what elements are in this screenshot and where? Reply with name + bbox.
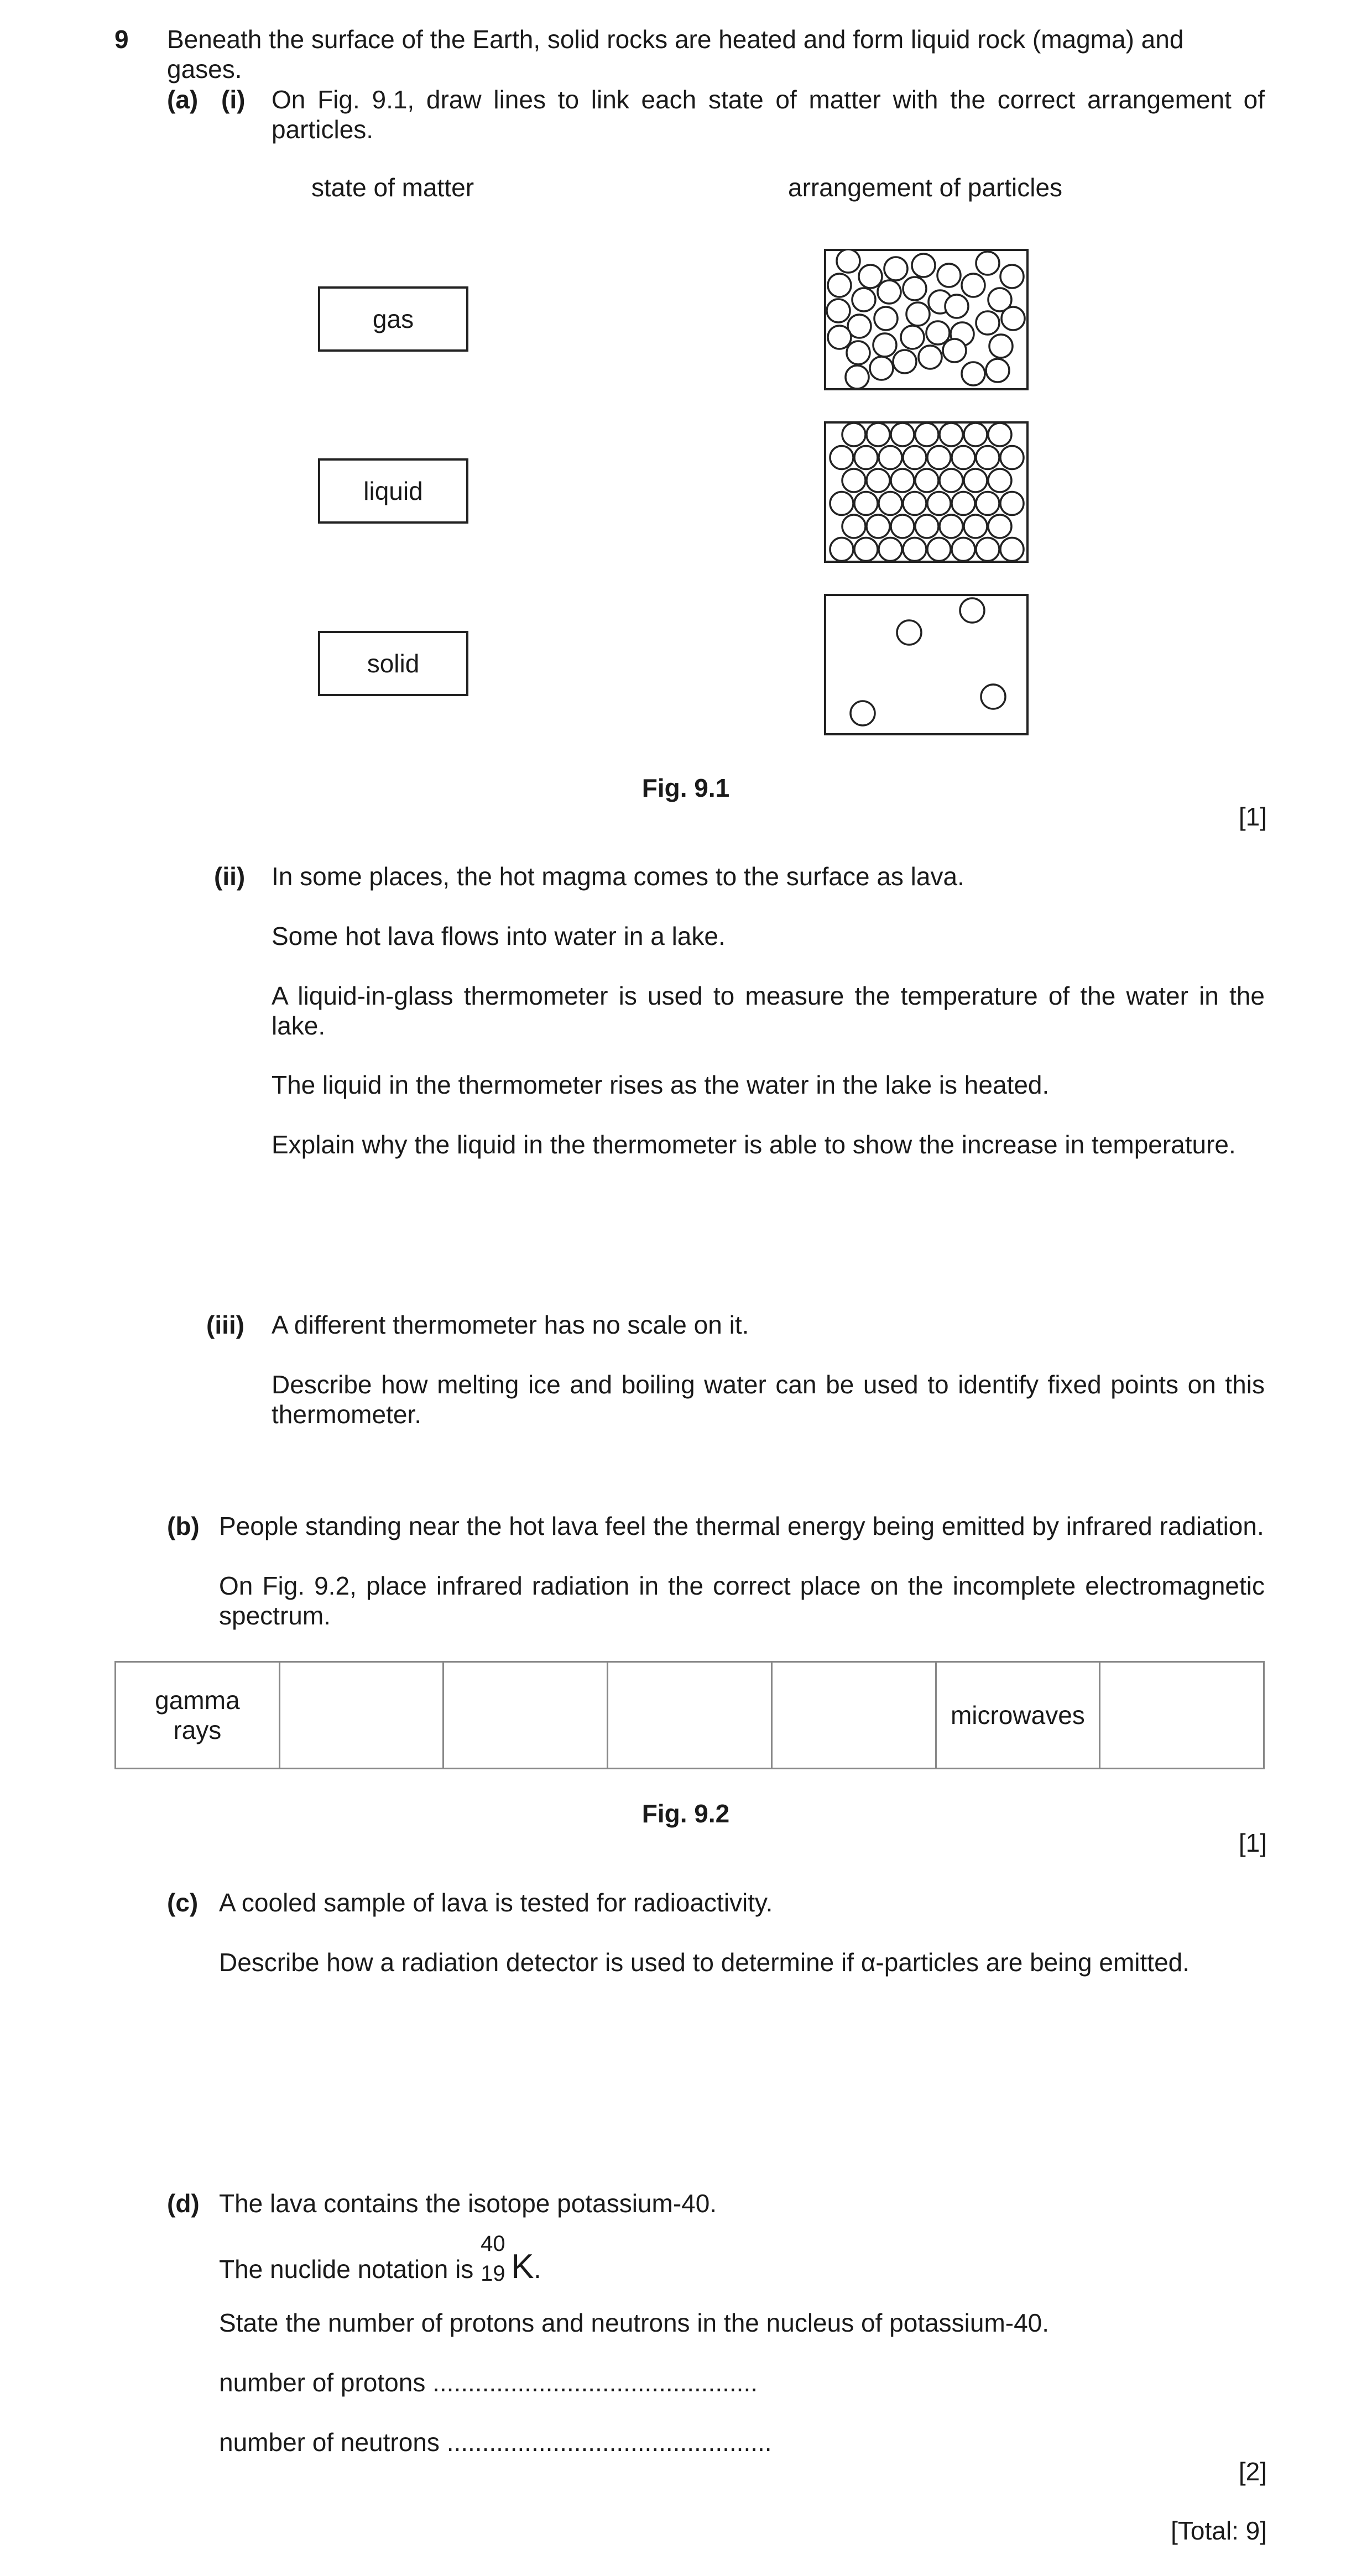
spectrum-label-microwaves: microwaves bbox=[950, 1701, 1085, 1729]
column-heading-state: state of matter bbox=[311, 173, 474, 202]
neutrons-answer-dots[interactable]: .............................................. bbox=[446, 2428, 772, 2457]
neutrons-label: number of neutrons bbox=[219, 2428, 440, 2457]
spectrum-label-gamma: gamma rays bbox=[155, 1686, 240, 1744]
part-d-line-1: The lava contains the isotope potassium-40. bbox=[219, 2189, 717, 2218]
state-box-solid bbox=[318, 631, 468, 696]
marks-b: [1] bbox=[1238, 1828, 1267, 1857]
part-d-line-3: State the number of protons and neutrons in the nucleus of potassium-40. bbox=[219, 2308, 1050, 2337]
part-a-iii-line-1: A different thermometer has no scale on it. bbox=[272, 1310, 749, 1339]
spectrum-cell-blank-3[interactable] bbox=[608, 1662, 772, 1769]
em-spectrum-table bbox=[114, 1661, 1265, 1769]
protons-label: number of protons bbox=[219, 2368, 426, 2397]
part-a-ii-line-1: In some places, the hot magma comes to the surface as lava. bbox=[272, 862, 964, 891]
spectrum-cell-microwaves bbox=[936, 1662, 1100, 1769]
protons-answer-dots[interactable]: .............................................. bbox=[432, 2368, 758, 2397]
spectrum-cell-gamma bbox=[116, 1662, 280, 1769]
part-d-label: (d) bbox=[167, 2189, 200, 2218]
state-label-solid: solid bbox=[367, 649, 420, 678]
figure-9-2-caption: Fig. 9.2 bbox=[641, 1799, 730, 1828]
part-a-ii-label: (ii) bbox=[214, 862, 246, 891]
part-b-line-1: People standing near the hot lava feel the thermal energy being emitted by infrared radiation. bbox=[219, 1512, 1264, 1540]
part-a-ii-line-3: A liquid-in-glass thermometer is used to measure the temperature of the water in the lake. bbox=[272, 981, 1265, 1040]
state-box-liquid bbox=[318, 458, 468, 524]
spectrum-cell-blank-2[interactable] bbox=[444, 1662, 608, 1769]
part-d-nuclide-line bbox=[219, 2232, 1265, 2286]
marks-a-i: [1] bbox=[1238, 802, 1267, 831]
neutrons-answer-line[interactable] bbox=[219, 2427, 772, 2457]
total-marks: [Total: 9] bbox=[1171, 2516, 1267, 2545]
part-a-ii-line-2: Some hot lava flows into water in a lake. bbox=[272, 922, 726, 950]
part-a-iii-line-2: Describe how melting ice and boiling water can be used to identify fixed points on this thermometer. bbox=[272, 1370, 1265, 1429]
figure-9-1-caption: Fig. 9.1 bbox=[641, 774, 730, 802]
state-label-liquid: liquid bbox=[363, 477, 423, 505]
nuclide-atomic-number: 19 bbox=[481, 2261, 505, 2286]
part-a-label: (a) bbox=[167, 85, 199, 114]
part-b-label: (b) bbox=[167, 1512, 200, 1540]
part-c-line-1: A cooled sample of lava is tested for radioactivity. bbox=[219, 1888, 773, 1917]
particles-liquid-arrangement bbox=[824, 249, 1029, 390]
part-c-line-2: Describe how a radiation detector is used to determine if α-particles are being emitted. bbox=[219, 1948, 1190, 1977]
nuclide-mass-number: 40 bbox=[481, 2232, 505, 2256]
question-intro: Beneath the surface of the Earth, solid rocks are heated and form liquid rock (magma) and gases. bbox=[167, 25, 1184, 83]
nuclide-prefix: The nuclide notation is bbox=[219, 2255, 474, 2284]
column-heading-arrangement: arrangement of particles bbox=[788, 173, 1063, 202]
particles-gas-arrangement bbox=[824, 594, 1029, 735]
marks-d: [2] bbox=[1238, 2457, 1267, 2486]
part-a-i-text: On Fig. 9.1, draw lines to link each state of matter with the correct arrangement of particles. bbox=[272, 85, 1265, 144]
state-label-gas: gas bbox=[372, 305, 414, 333]
spectrum-cell-blank-4[interactable] bbox=[771, 1662, 936, 1769]
part-a-iii-label: (iii) bbox=[206, 1310, 244, 1339]
part-a-ii-line-5: Explain why the liquid in the thermometer is able to show the increase in temperature. bbox=[272, 1130, 1236, 1159]
state-box-gas bbox=[318, 286, 468, 352]
particles-solid-arrangement bbox=[824, 421, 1029, 563]
nuclide-numbers bbox=[481, 2232, 511, 2286]
nuclide-symbol: K bbox=[511, 2248, 534, 2286]
part-a-i-label: (i) bbox=[221, 85, 246, 114]
spectrum-cell-blank-6[interactable] bbox=[1100, 1662, 1264, 1769]
protons-answer-line[interactable] bbox=[219, 2368, 758, 2397]
question-number: 9 bbox=[114, 25, 129, 54]
part-b-line-2: On Fig. 9.2, place infrared radiation in the correct place on the incomplete electromagnetic spectrum. bbox=[219, 1571, 1265, 1630]
part-a-ii-line-4: The liquid in the thermometer rises as the water in the lake is heated. bbox=[272, 1070, 1050, 1099]
nuclide-suffix: . bbox=[534, 2255, 541, 2284]
spectrum-cell-blank-1[interactable] bbox=[279, 1662, 444, 1769]
part-c-label: (c) bbox=[167, 1888, 199, 1917]
